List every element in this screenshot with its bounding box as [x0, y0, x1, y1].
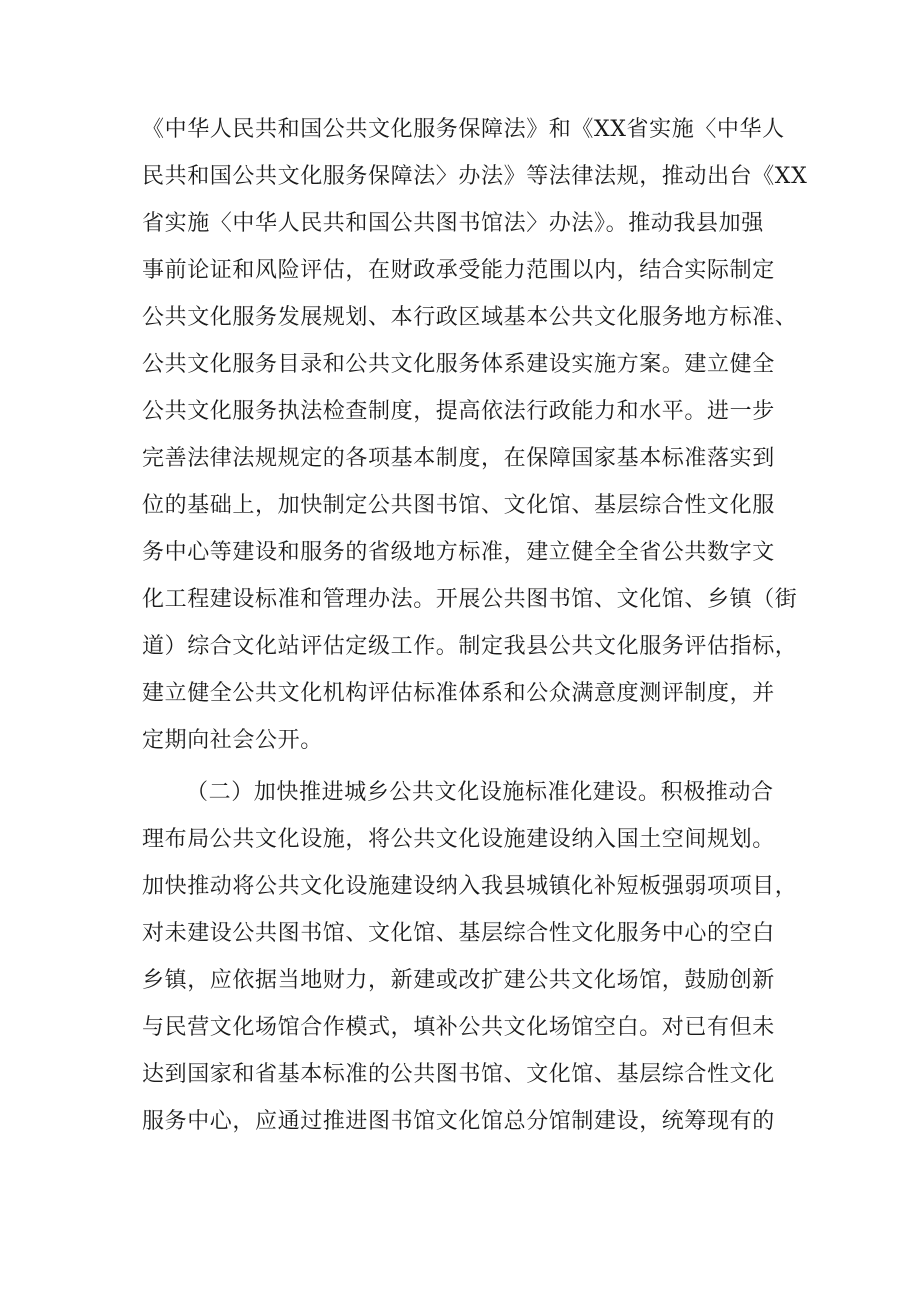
- text-line: 公共文化服务目录和公共文化服务体系建设实施方案。建立健全: [142, 352, 775, 377]
- text-line: 与民营文化场馆合作模式，填补公共文化场馆空白。对已有但未: [142, 1015, 775, 1040]
- text-line: 理布局公共文化设施，将公共文化设施建设纳入国土空间规划。: [142, 827, 775, 852]
- text-line: 达到国家和省基本标准的公共图书馆、文化馆、基层综合性文化: [142, 1062, 775, 1087]
- section-heading-line: （二）加快推进城乡公共文化设施标准化建设。积极推动合: [186, 780, 774, 805]
- text-line: 省实施〈中华人民共和国公共图书馆法〉办法》。推动我县加强: [142, 211, 764, 236]
- text-line: 道）综合文化站评估定级工作。制定我县公共文化服务评估指标，: [142, 634, 798, 659]
- text-line: 乡镇，应依据当地财力，新建或改扩建公共文化场馆，鼓励创新: [142, 968, 775, 993]
- text-line: 位的基础上，加快制定公共图书馆、文化馆、基层综合性文化服: [142, 493, 775, 518]
- text-line: 服务中心，应通过推进图书馆文化馆总分馆制建设，统筹现有的: [142, 1109, 775, 1134]
- text-line: 对未建设公共图书馆、文化馆、基层综合性文化服务中心的空白: [142, 921, 775, 946]
- text-line: 加快推动将公共文化设施建设纳入我县城镇化补短板强弱项项目，: [142, 874, 798, 899]
- text-line: 公共文化服务发展规划、本行政区域基本公共文化服务地方标准、: [142, 305, 798, 330]
- text-line: 公共文化服务执法检查制度，提高依法行政能力和水平。进一步: [142, 399, 775, 424]
- text-line: 民共和国公共文化服务保障法〉办法》等法律法规，推动出台《XX: [142, 164, 808, 189]
- text-line: 定期向社会公开。: [142, 728, 323, 753]
- text-line: 《中华人民共和国公共文化服务保障法》和《XX省实施〈中华人: [142, 117, 785, 142]
- text-line: 化工程建设标准和管理办法。开展公共图书馆、文化馆、乡镇（街: [142, 587, 798, 612]
- text-line: 建立健全公共文化机构评估标准体系和公众满意度测评制度，并: [142, 681, 775, 706]
- text-line: 务中心等建设和服务的省级地方标准，建立健全全省公共数字文: [142, 540, 775, 565]
- text-line: 事前论证和风险评估，在财政承受能力范围以内，结合实际制定: [142, 258, 775, 283]
- text-line: 完善法律法规规定的各项基本制度，在保障国家基本标准落实到: [142, 446, 775, 471]
